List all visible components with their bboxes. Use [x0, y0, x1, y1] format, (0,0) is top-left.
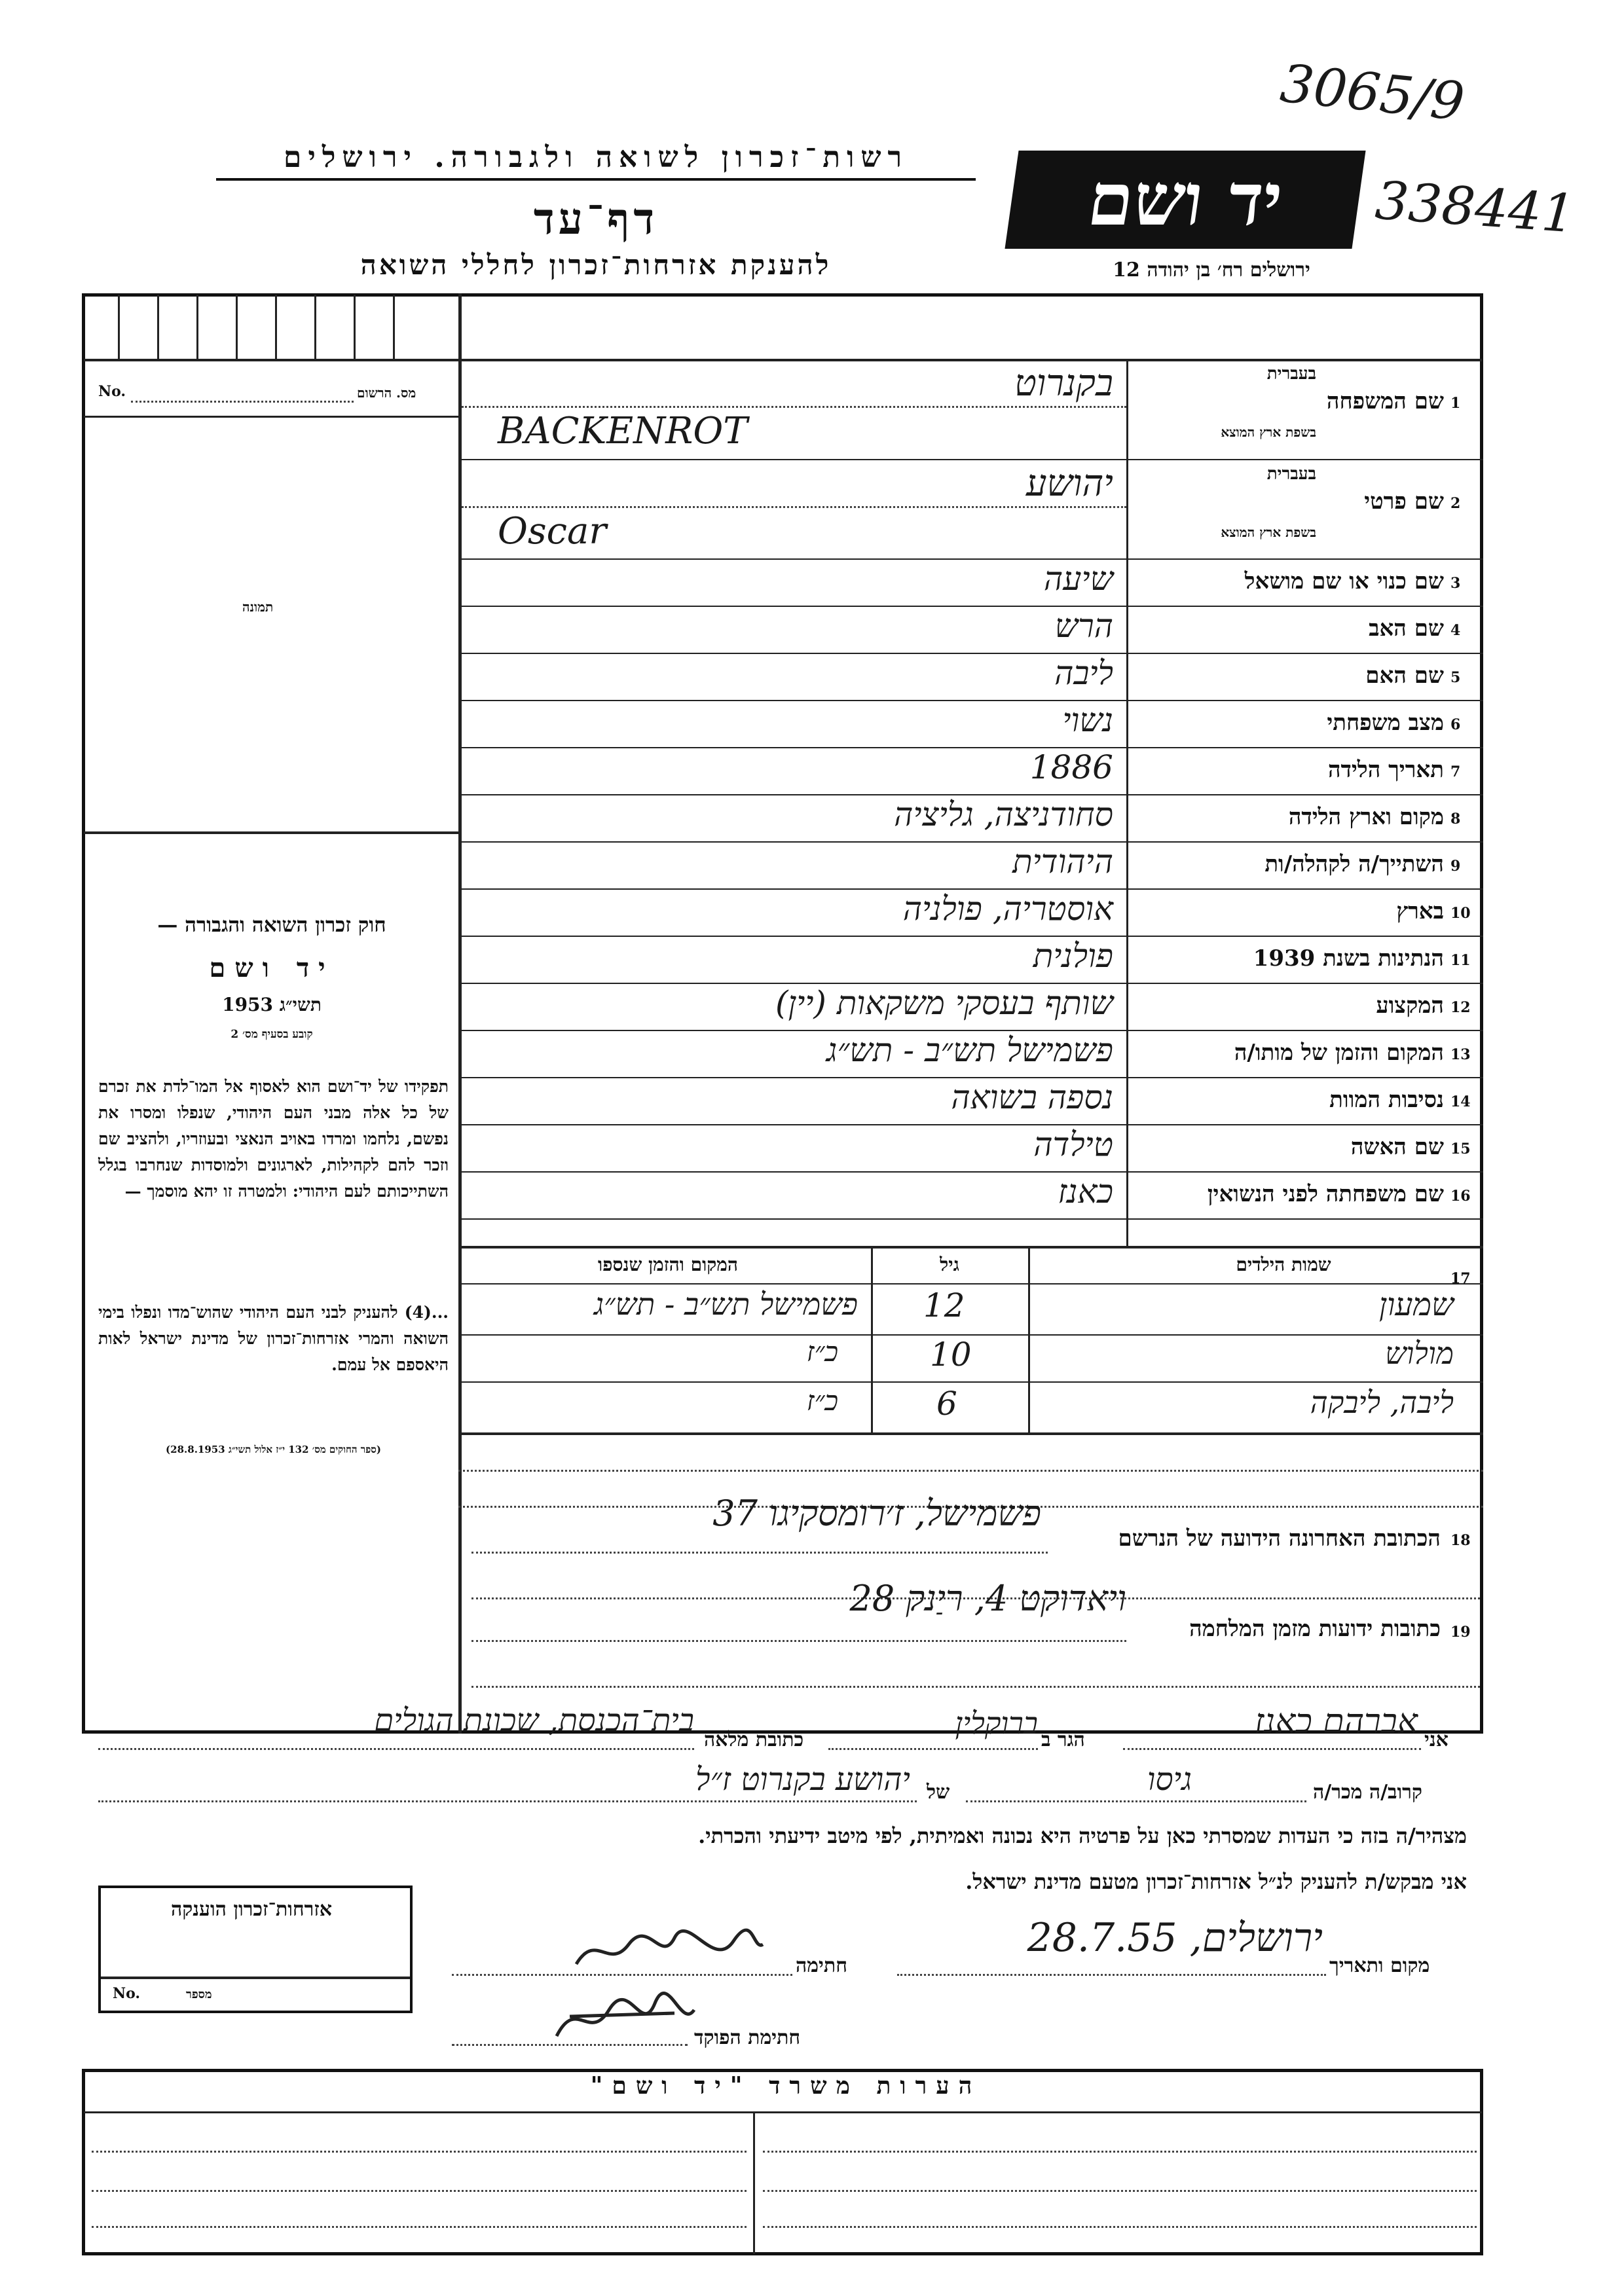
- field-number: 15: [1450, 1140, 1471, 1157]
- child-place: כ״ז: [806, 1385, 838, 1417]
- field-number: 5: [1450, 669, 1461, 686]
- field-label: נסיבות המוות: [1329, 1087, 1444, 1113]
- field-number: 14: [1450, 1093, 1471, 1110]
- declarant-of: יהושע בקנרוט ז״ל: [695, 1761, 910, 1798]
- declarant-of-label: של: [927, 1781, 950, 1804]
- field-label: תאריך הלידה: [1327, 757, 1444, 783]
- field-value: כאנז: [1058, 1173, 1113, 1211]
- field-value: נספה בשואה: [951, 1078, 1113, 1116]
- field-label: שם המשפחה: [1326, 388, 1444, 414]
- law-paragraph-2: ...(4) להעניק לבני העם היהודי שהוש־מדו ונפלו בימי השואה והמרי אזרחות־זכרון של מדינת ישראל לאות היאספם אל עמם.: [98, 1303, 449, 1374]
- children-col-names: שמות הילדים: [1236, 1254, 1331, 1275]
- field-value: 1886: [1029, 748, 1113, 786]
- citizenship-box: [98, 1886, 413, 2013]
- child-age: 10: [930, 1336, 972, 1374]
- field-value: טילדה: [1033, 1125, 1113, 1163]
- photo-label: תמונה: [242, 599, 274, 615]
- field-value: ליבה: [1054, 654, 1113, 692]
- field-number: 9: [1450, 858, 1461, 875]
- field-number: 11: [1450, 952, 1471, 969]
- children-col-age: גיל: [940, 1254, 959, 1275]
- registry-no-label: No.: [98, 383, 126, 400]
- field-label: שם פרטי: [1364, 488, 1444, 515]
- field-18-label: הכתובת האחרונה הידועה של הנרשם: [1118, 1525, 1441, 1552]
- field-value-latin: Oscar: [498, 510, 607, 553]
- field-number: 3: [1450, 575, 1461, 592]
- child-place: כ״ז: [806, 1336, 838, 1368]
- field-number: 8: [1450, 811, 1461, 828]
- declarant-resides-label: הגר ב: [1041, 1728, 1085, 1751]
- field-value: יהושע: [1025, 462, 1113, 505]
- field-note-hebrew: בעברית: [1266, 364, 1316, 384]
- field-value: שיעה: [1043, 560, 1113, 598]
- declarant-ani: אני: [1424, 1728, 1449, 1751]
- field-value: פשמישל תש״ב - תש״ג: [826, 1031, 1113, 1069]
- declarant-address-label: כתובת מלאה: [704, 1728, 804, 1751]
- child-name: ליבה, ליבקה: [1310, 1385, 1454, 1420]
- registry-label: מס. הרשום: [357, 385, 416, 401]
- field-value: פולנית: [1033, 937, 1113, 975]
- field-number: 7: [1450, 763, 1461, 780]
- law-gazette: (ספר החוקים מס׳ 132 י״ז אלול תשי״ג 28.8.1953): [166, 1444, 381, 1455]
- logo-text: יד ושם: [1082, 157, 1288, 242]
- archive-number: 3065/9: [1277, 52, 1467, 133]
- field-label: השתייך/ה לקהלה/ות: [1264, 851, 1444, 877]
- field-19-label: כתובות ידועות מזמן המלחמה: [1189, 1616, 1441, 1642]
- citizenship-no-label: No.: [113, 1985, 141, 2002]
- request-text: אני מבקש/ת להעניק לנ״ל אזרחות־זכרון מטעם מדינת ישראל.: [965, 1869, 1467, 1894]
- field-label: שם האב: [1369, 615, 1444, 642]
- place-date-value: ירושלים, 28.7.55: [1027, 1915, 1323, 1961]
- citizenship-number-label: מספר: [186, 1988, 212, 2001]
- field-value-latin: BACKENROT: [498, 410, 748, 452]
- child-age: 6: [936, 1385, 957, 1423]
- field-19-number: 19: [1450, 1624, 1471, 1641]
- declarant-name: אברהם כאנז: [1254, 1702, 1418, 1741]
- field-label: שם האשה: [1350, 1134, 1444, 1160]
- children-col-place: המקום והזמן שנספו: [598, 1254, 738, 1275]
- field-value: נשוי: [1062, 701, 1113, 739]
- field-value: הרש: [1054, 607, 1113, 645]
- remarks-title: הערות משרד "יד ושם": [590, 2072, 982, 2100]
- official-signature-label: חתימת הפוקד: [694, 2026, 801, 2049]
- field-value: היהודית: [1012, 843, 1113, 881]
- signature-label: חתימה: [796, 1954, 847, 1977]
- law-clause-ref: קובע בסעיף מס׳ 2: [231, 1028, 313, 1041]
- field-number: 1: [1450, 395, 1461, 412]
- declarant-address: בית־הכנסת, שכונת הגולים: [374, 1702, 694, 1739]
- place-date-label: מקום ותאריך: [1329, 1954, 1430, 1977]
- field-18-number: 18: [1450, 1532, 1471, 1549]
- field-number: 6: [1450, 716, 1461, 733]
- declarant-relation-label: קרוב/ה מכר/ה: [1313, 1781, 1422, 1804]
- field-number: 12: [1450, 999, 1471, 1016]
- declaration-text: מצהיר/ה בזה כי העדות שמסרתי כאן על פרטיה היא נכונה ואמיתית, לפי מיטב ידיעתי והכרתי.: [698, 1823, 1467, 1848]
- field-label: בארץ: [1396, 898, 1444, 924]
- field-label: מצב משפחתי: [1327, 710, 1444, 736]
- field-note-origin: בשפת ארץ המוצא: [1221, 524, 1316, 540]
- field-label: מקום וארץ הלידה: [1288, 804, 1444, 830]
- law-org-name: יד ושם: [209, 953, 335, 983]
- field-number: 4: [1450, 622, 1461, 639]
- law-title: חוק זכרון השואה והגבורה —: [157, 913, 386, 937]
- field-label: הנתינות בשנת 1939: [1253, 945, 1444, 972]
- child-name: מולוש: [1385, 1336, 1454, 1371]
- field-note-hebrew: בעברית: [1266, 464, 1316, 484]
- field-number: 16: [1450, 1188, 1471, 1205]
- field-note-origin: בשפת ארץ המוצא: [1221, 424, 1316, 440]
- field-label: שם משפחתה לפני הנשואין: [1207, 1181, 1444, 1207]
- field-number: 10: [1450, 905, 1471, 922]
- field-label: שם כנוי או שם מושאל: [1244, 568, 1444, 594]
- field-19-value: ויאדוקט 4, ריַנק 28: [849, 1578, 1126, 1619]
- official-signature: [544, 1984, 701, 2049]
- law-paragraph-1: תפקידו של יד־ושם הוא לאסוף אל המו־לדת את זכרם של כל אלה מבני העם היהודי, שנפלו ומסרו את נפשם, נלחמו ומרדו באויב הנאצי ובעוזריו, ולהציב שם וזכר להם לקהילות, לארגונים ולמוסדות שנחרבו בגלל השתייכותם לעם היהודי: ולמטרה זו יהא מוסמך —: [98, 1077, 449, 1201]
- header-address: ירושלים רח׳ בן יהודה 12: [1113, 259, 1310, 282]
- field-label: המקום והזמן של מותו/ה: [1234, 1040, 1444, 1066]
- child-age: 12: [923, 1286, 965, 1324]
- item-number: 338441: [1373, 170, 1578, 245]
- authority-line: רשות־זכרון לשואה ולגבורה. ירושלים: [216, 141, 976, 181]
- citizenship-title: אזרחות־זכרון הוענקה: [170, 1898, 333, 1921]
- field-value: סחודניצה, גליציה: [894, 795, 1113, 833]
- field-value: שותף בעסקי משקאות (יין): [775, 984, 1113, 1022]
- field-value: בקנרוט: [1014, 362, 1113, 405]
- field-label: שם האם: [1365, 663, 1444, 689]
- declarant-signature: [570, 1925, 766, 1977]
- declarant-relation: גיסו: [1147, 1761, 1192, 1798]
- child-name: שמעון: [1378, 1286, 1454, 1323]
- declarant-resides: ברוקלין: [955, 1705, 1038, 1741]
- law-year: תשי״ג 1953: [222, 994, 322, 1015]
- field-number: 2: [1450, 495, 1461, 512]
- field-18-value: פשמישל, ז׳רומסקיגו 37: [712, 1493, 1041, 1534]
- field-value: אוסטריה, פולניה: [902, 890, 1113, 928]
- page-title: דף־עד: [533, 193, 659, 244]
- field-number: 13: [1450, 1046, 1471, 1063]
- field-17-number: 17: [1450, 1270, 1471, 1287]
- page-subtitle: להענקת אזרחות־זכרון לחללי השואה: [360, 249, 832, 281]
- yad-vashem-logo: [1005, 151, 1365, 249]
- field-label: המקצוע: [1376, 993, 1444, 1019]
- child-place: פשמישל תש״ב - תש״ג: [593, 1286, 858, 1322]
